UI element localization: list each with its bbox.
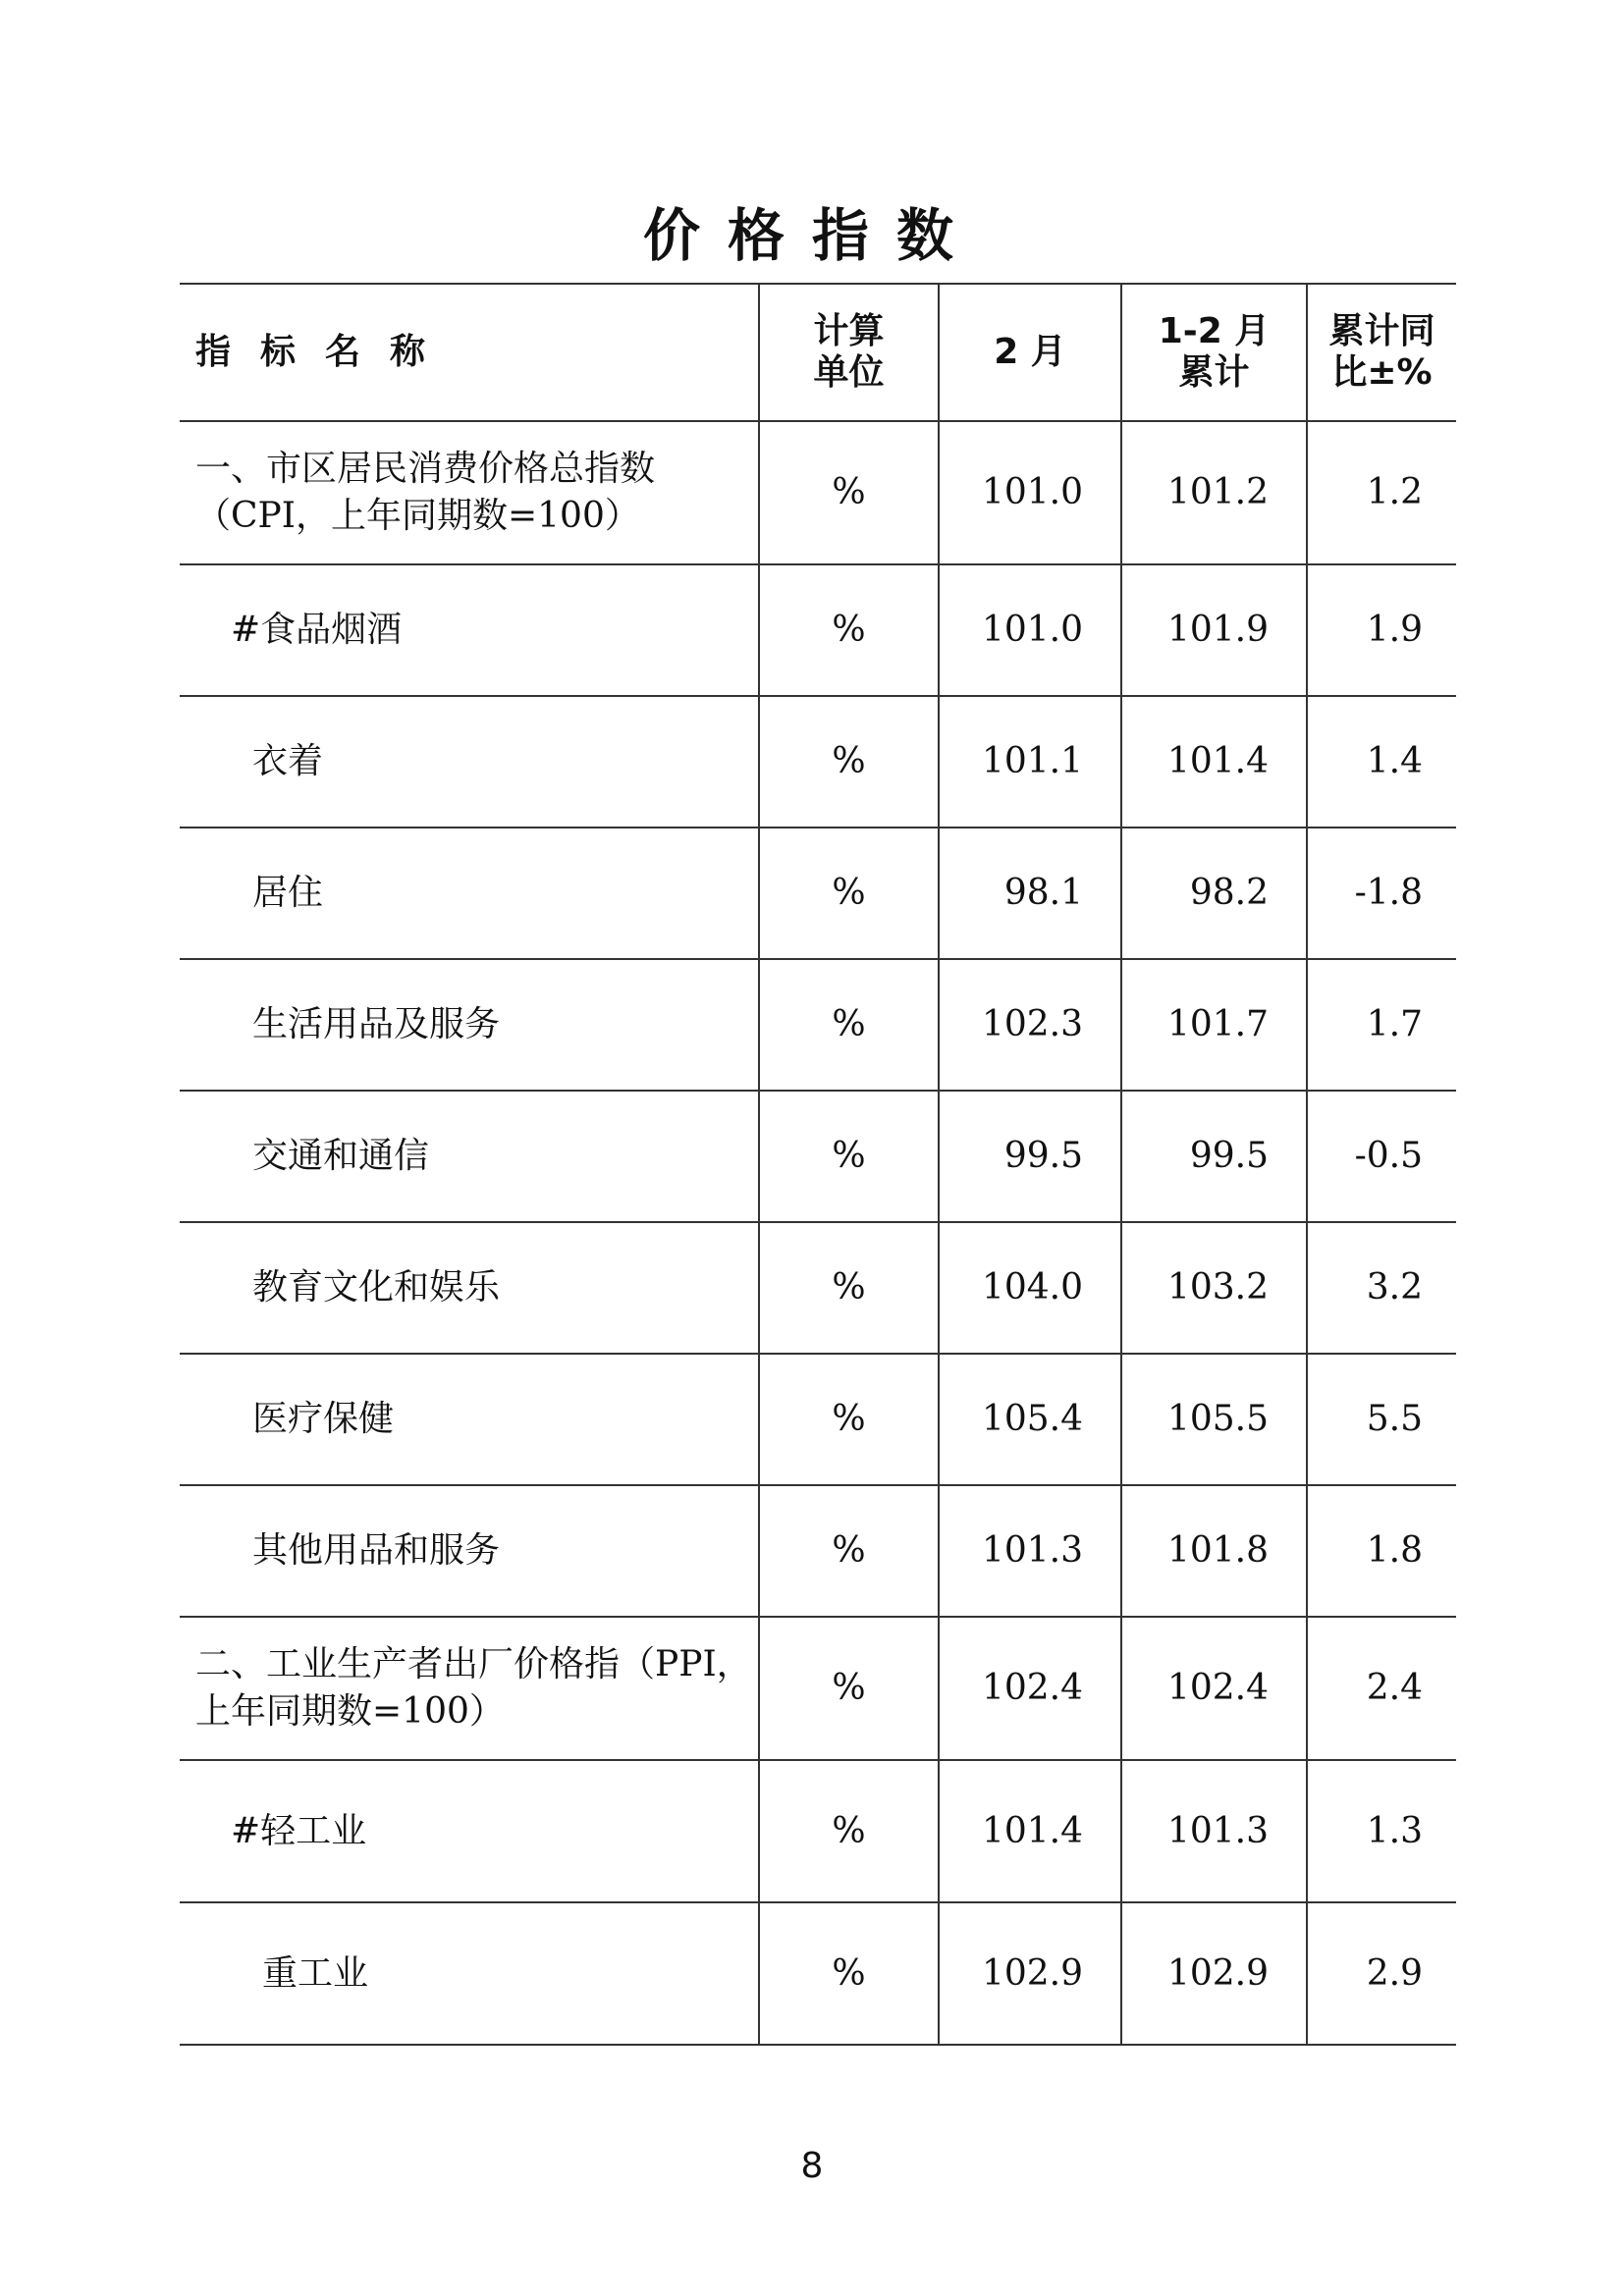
row-cumulative-value: 98.2 — [1121, 828, 1307, 959]
row-yoy-value: 2.9 — [1307, 1902, 1456, 2045]
header-yoy-line2: 比±% — [1331, 352, 1433, 393]
row-yoy-value: -0.5 — [1307, 1091, 1456, 1222]
table-row — [180, 1354, 1456, 1485]
page-number: 8 — [800, 2146, 824, 2186]
row-unit: % — [759, 1902, 939, 2045]
row-name-line2: 上年同期数=100） — [195, 1691, 505, 1732]
row-yoy-value: 3.2 — [1307, 1222, 1456, 1354]
row-name-line2: （CPI，上年同期数=100） — [195, 496, 640, 536]
row-unit: % — [759, 1617, 939, 1760]
header-cumulative-line2: 累计 — [1178, 352, 1250, 393]
header-cumulative — [1121, 284, 1307, 421]
price-index-table — [180, 283, 1456, 2046]
row-month-value: 105.4 — [939, 1354, 1121, 1485]
row-month-value: 101.0 — [939, 564, 1121, 696]
row-cumulative-value: 102.4 — [1121, 1617, 1307, 1760]
table-row — [180, 1222, 1456, 1354]
row-name: #轻工业 — [180, 1760, 759, 1902]
row-name-line1: 一、市区居民消费价格总指数 — [195, 449, 656, 489]
row-cumulative-value: 101.7 — [1121, 959, 1307, 1091]
row-month-value: 101.4 — [939, 1760, 1121, 1902]
header-indicator-name: 指标名称 — [180, 284, 759, 421]
row-yoy-value: 1.9 — [1307, 564, 1456, 696]
row-name: #食品烟酒 — [180, 564, 759, 696]
row-name: 教育文化和娱乐 — [180, 1222, 759, 1354]
table-row — [180, 1091, 1456, 1222]
row-yoy-value: 1.4 — [1307, 696, 1456, 828]
row-unit: % — [759, 696, 939, 828]
row-yoy-value: 2.4 — [1307, 1617, 1456, 1760]
row-yoy-value: 1.3 — [1307, 1760, 1456, 1902]
table-row — [180, 564, 1456, 696]
row-cumulative-value: 105.5 — [1121, 1354, 1307, 1485]
header-month: 2 月 — [939, 284, 1121, 421]
row-unit: % — [759, 1760, 939, 1902]
row-name: 生活用品及服务 — [180, 959, 759, 1091]
row-unit: % — [759, 421, 939, 564]
row-name: 医疗保健 — [180, 1354, 759, 1485]
row-month-value: 104.0 — [939, 1222, 1121, 1354]
row-name: 居住 — [180, 828, 759, 959]
header-yoy-line1: 累计同 — [1328, 311, 1435, 351]
header-yoy — [1307, 284, 1456, 421]
row-unit: % — [759, 1354, 939, 1485]
row-yoy-value: -1.8 — [1307, 828, 1456, 959]
table-header-row — [180, 284, 1456, 421]
header-cumulative-line1: 1-2 月 — [1158, 311, 1271, 351]
row-month-value: 102.4 — [939, 1617, 1121, 1760]
row-unit: % — [759, 1485, 939, 1617]
row-cumulative-value: 101.8 — [1121, 1485, 1307, 1617]
row-name: 交通和通信 — [180, 1091, 759, 1222]
table-row — [180, 959, 1456, 1091]
row-name: 衣着 — [180, 696, 759, 828]
row-unit: % — [759, 1091, 939, 1222]
row-name-line1: 二、工业生产者出厂价格指（PPI， — [195, 1644, 752, 1684]
page-title: 价格指数 — [642, 202, 981, 269]
row-cumulative-value: 102.9 — [1121, 1902, 1307, 2045]
table-row — [180, 696, 1456, 828]
row-unit: % — [759, 1222, 939, 1354]
row-cumulative-value: 101.3 — [1121, 1760, 1307, 1902]
row-cumulative-value: 103.2 — [1121, 1222, 1307, 1354]
row-month-value: 101.0 — [939, 421, 1121, 564]
row-unit: % — [759, 564, 939, 696]
table-row — [180, 1760, 1456, 1902]
row-yoy-value: 1.8 — [1307, 1485, 1456, 1617]
header-unit-line1: 计算 — [813, 311, 885, 351]
table-row — [180, 1902, 1456, 2045]
row-cumulative-value: 99.5 — [1121, 1091, 1307, 1222]
header-unit — [759, 284, 939, 421]
row-month-value: 102.9 — [939, 1902, 1121, 2045]
row-month-value: 101.1 — [939, 696, 1121, 828]
row-cumulative-value: 101.9 — [1121, 564, 1307, 696]
table-row — [180, 828, 1456, 959]
row-name — [180, 1617, 759, 1760]
row-name: 其他用品和服务 — [180, 1485, 759, 1617]
row-cumulative-value: 101.2 — [1121, 421, 1307, 564]
row-yoy-value: 1.2 — [1307, 421, 1456, 564]
row-yoy-value: 1.7 — [1307, 959, 1456, 1091]
row-cumulative-value: 101.4 — [1121, 696, 1307, 828]
row-month-value: 98.1 — [939, 828, 1121, 959]
row-name: 重工业 — [180, 1902, 759, 2045]
table-row — [180, 1617, 1456, 1760]
row-month-value: 99.5 — [939, 1091, 1121, 1222]
row-month-value: 101.3 — [939, 1485, 1121, 1617]
table-row — [180, 421, 1456, 564]
row-yoy-value: 5.5 — [1307, 1354, 1456, 1485]
table-row — [180, 1485, 1456, 1617]
header-unit-line2: 单位 — [813, 352, 885, 393]
row-month-value: 102.3 — [939, 959, 1121, 1091]
row-unit: % — [759, 828, 939, 959]
row-unit: % — [759, 959, 939, 1091]
row-name — [180, 421, 759, 564]
